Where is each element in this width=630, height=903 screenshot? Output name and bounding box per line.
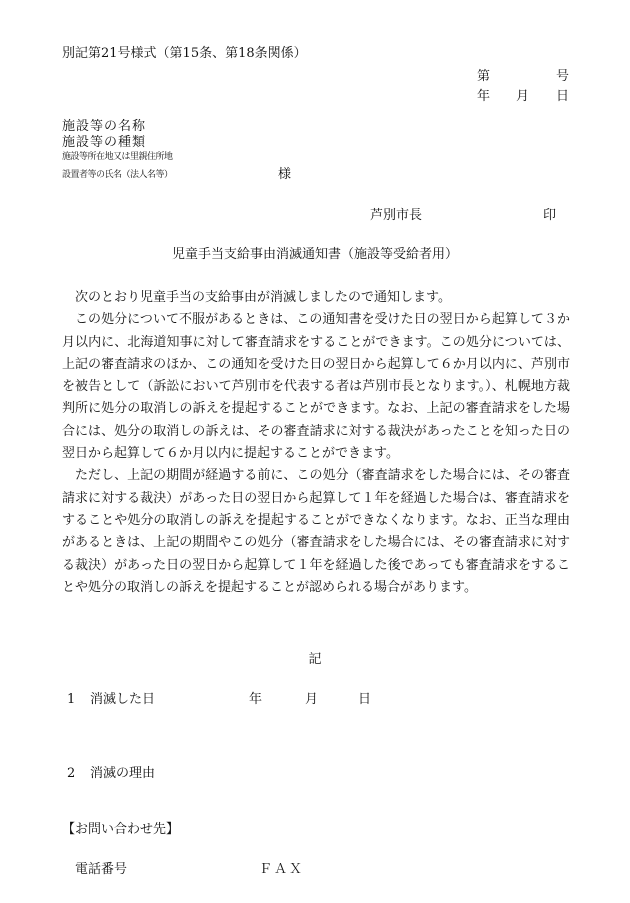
item-2-number: 2	[67, 766, 76, 781]
ki-heading: 記	[308, 652, 322, 667]
contact-fax-label: ＦＡＸ	[259, 862, 305, 877]
number-dai: 第	[477, 69, 491, 84]
issuer-name: 芦別市長	[370, 208, 423, 223]
contact-heading: 【お問い合わせ先】	[62, 822, 180, 837]
body-paragraph-3: ただし、上記の期間が経過する前に、この処分（審査請求をした場合には、その審査請求に対する裁決）があった日の翌日から起算して１年を経過した場合は、審査請求をすることや処分の取消しの訴えを提起することができなくなります。なお、正当な理由があるときは、上記の期間やこの処分（審査請求をした場合には、その審査請求に対する裁決）があった日の翌日から起算して１年を経過した後であっても審査請求をすることや処分の取消しの訴えを提起することが認められる場合があります。	[62, 468, 570, 595]
facility-name-label: 施設等の名称	[62, 119, 147, 134]
body-text	[62, 287, 570, 599]
item-1-year: 年	[249, 692, 263, 707]
item-2-label: 消滅の理由	[90, 766, 156, 781]
item-1-month: 月	[305, 692, 319, 707]
date-month: 月	[516, 89, 530, 104]
body-paragraph-2: この処分について不服があるときは、この通知書を受けた日の翌日から起算して３か月以内に、北海道知事に対して審査請求をすることができます。この処分については、上記の審査請求のほか、この通知を受けた日の翌日から起算して６か月以内に、芦別市を被告として（訴訟において芦別市を代表する者は芦別市長となります。）、札幌地方裁判所に処分の取消しの訴えを提起することができます。なお、上記の審査請求をした場合には、処分の取消しの訴えは、その審査請求に対する裁決があったことを知った日の翌日から起算して６か月以内に提起することができます。	[62, 312, 570, 462]
item-1-day: 日	[358, 692, 372, 707]
facility-type-label: 施設等の種類	[62, 135, 147, 150]
installer-label: 設置者等の氏名（法人名等）	[62, 170, 173, 180]
number-go: 号	[556, 69, 570, 84]
form-header: 別記第21号様式（第15条、第18条関係）	[62, 46, 307, 61]
date-day: 日	[556, 89, 570, 104]
location-label: 施設等所在地又は里親住所地	[62, 152, 173, 162]
body-paragraph-1: 次のとおり児童手当の支給事由が消滅しましたので通知します。	[75, 290, 451, 305]
item-1-label: 消滅した日	[90, 692, 156, 707]
contact-phone-label: 電話番号	[75, 862, 128, 877]
date-year: 年	[477, 89, 491, 104]
item-1-number: 1	[67, 692, 76, 707]
document-title: 児童手当支給事由消滅通知書（施設等受給者用）	[171, 247, 458, 262]
honorific-sama: 様	[278, 167, 292, 182]
issuer-seal: 印	[543, 208, 557, 223]
